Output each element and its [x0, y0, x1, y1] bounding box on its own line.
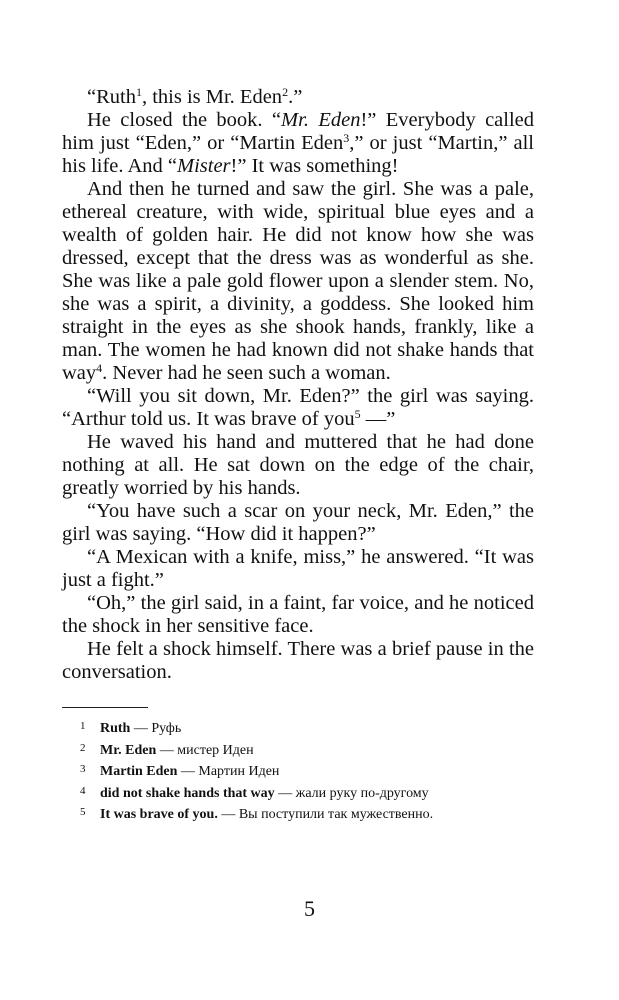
text-run: !” It was something!	[230, 155, 399, 177]
footnote-separator: —	[177, 764, 199, 779]
text-run: “You have such a scar on your neck, Mr. Eden,” the girl was saying. “How did it happen?”	[62, 500, 534, 545]
italic-text: Mr. Eden	[281, 109, 361, 131]
text-run: .”	[288, 86, 303, 108]
text-run: “Will you sit down, Mr. Eden?” the girl was saying. “Arthur told us. It was brave of you	[62, 385, 534, 430]
footnote-translation: жали руку по-другому	[295, 785, 429, 801]
text-run: “Oh,” the girl said, in a faint, far voice, and he noticed the shock in her sensitive face.	[62, 592, 534, 637]
text-run: “Ruth	[87, 86, 136, 108]
footnote-marker: 3	[343, 131, 350, 145]
paragraph	[62, 431, 534, 500]
text-run: He waved his hand and muttered that he had done nothing at all. He sat down on the edge of the chair, greatly worried by his hands.	[62, 431, 534, 499]
footnote-term: Ruth	[100, 721, 131, 736]
paragraph	[62, 86, 534, 109]
footnote-term: Martin Eden	[100, 764, 178, 779]
text-run: !” Everybody called him just “Eden,” or “Martin Eden	[62, 109, 535, 154]
footnote-separator: —	[274, 785, 296, 801]
footnote	[80, 717, 534, 739]
footnote-marker: 5	[354, 407, 361, 421]
paragraph	[62, 500, 534, 546]
paragraph	[62, 638, 534, 684]
text-run: “A Mexican with a knife, miss,” he answered. “It was just a fight.”	[62, 546, 534, 591]
text-run: And then he turned and saw the girl. She was a pale, ethereal creature, with wide, spiritual blue eyes and a wealth of golden hair. He did not know how she was dressed, except that the dress was as wonderful as she. She was like a pale gold flower upon a slender stem. No, she was a spirit, a divinity, a goddess. She looked him straight in the eyes as she shook hands, frankly, like a man. The women he had known did not shake hands that way	[62, 178, 534, 384]
footnote-number: 4	[80, 784, 86, 797]
footnote-number: 3	[80, 763, 86, 775]
text-run: , this is Mr. Eden	[141, 86, 283, 108]
text-run: . Never had he seen such a woman.	[102, 362, 391, 384]
footnote-separator: —	[217, 807, 239, 822]
text-run: He closed the book. “	[87, 109, 282, 131]
footnote-term: It was brave of you.	[100, 807, 218, 822]
footnote	[80, 760, 534, 782]
footnote-separator: —	[156, 742, 178, 758]
text-run: He felt a shock himself. There was a brief pause in the conversation.	[62, 638, 534, 683]
footnote-marker: 4	[96, 361, 103, 375]
footnote-translation: Вы поступили так мужественно.	[238, 807, 434, 822]
footnote	[80, 782, 534, 804]
body-text	[62, 86, 534, 684]
footnote-marker: 1	[135, 85, 142, 99]
text-run: ,” or just “Martin,” all his life. And “	[62, 132, 534, 177]
footnote-separator: —	[130, 721, 152, 736]
footnote-divider	[62, 707, 148, 708]
footnote-marker: 2	[282, 85, 289, 99]
footnote-number: 2	[80, 741, 86, 754]
footnote-translation: Мартин Иден	[198, 764, 280, 779]
footnote-translation: Руфь	[151, 721, 182, 736]
paragraph	[62, 546, 534, 592]
footnote-number: 1	[80, 720, 86, 732]
footnote-term: Mr. Eden	[100, 742, 157, 758]
footnote-number: 5	[80, 806, 86, 818]
italic-text: Mister	[177, 155, 231, 177]
book-page	[62, 86, 534, 825]
paragraph	[62, 592, 534, 638]
paragraph	[62, 385, 534, 431]
footnote	[80, 803, 534, 825]
page-number: 5	[304, 896, 315, 921]
paragraph	[62, 109, 534, 178]
footnotes	[80, 717, 534, 825]
footnote	[80, 739, 534, 761]
text-run: —”	[360, 408, 396, 430]
footnote-term: did not shake hands that way	[100, 785, 275, 801]
paragraph	[62, 178, 534, 385]
footnote-translation: мистер Иден	[177, 742, 254, 758]
